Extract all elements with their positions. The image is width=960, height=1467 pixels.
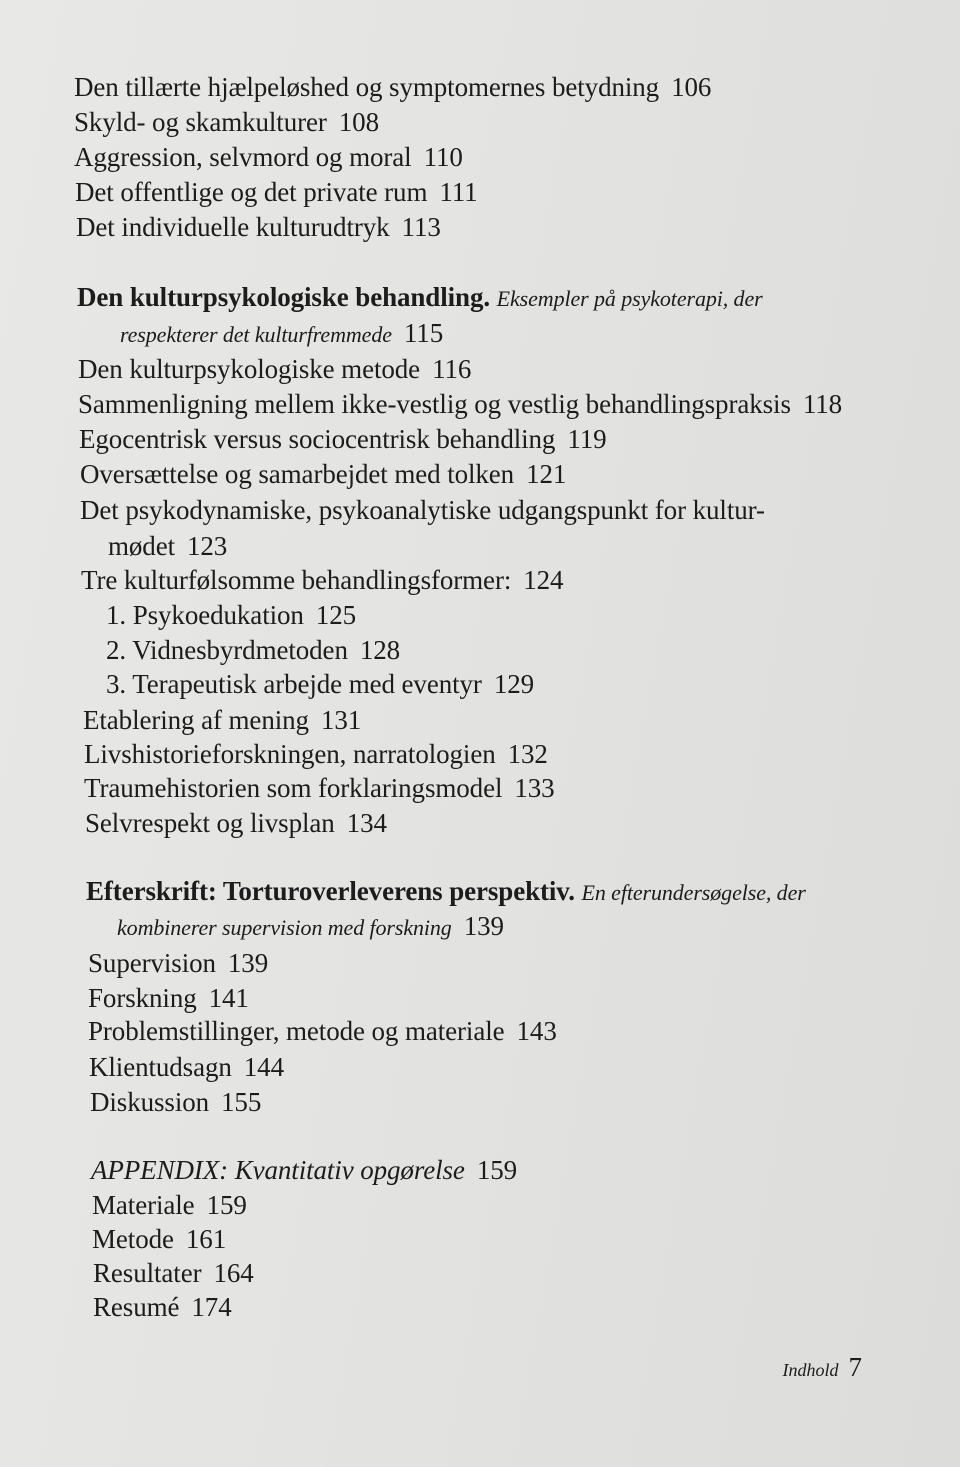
toc-entry-page: 108: [338, 107, 379, 137]
toc-entry-title: 3. Terapeutisk arbejde med eventyr: [106, 669, 482, 699]
toc-entry-title: Supervision: [88, 948, 216, 978]
toc-entry-page: 139: [463, 911, 504, 941]
toc-entry-page: 174: [191, 1292, 232, 1322]
toc-entry: [88, 946, 268, 980]
toc-entry: [92, 1188, 247, 1222]
toc-entry-title: Livshistorieforskningen, narratologien: [84, 739, 496, 769]
toc-entry-title: 2. Vidnesbyrdmetoden: [106, 635, 348, 665]
toc-entry: [78, 352, 471, 386]
toc-entry-page: 121: [526, 459, 567, 489]
toc-entry-title: Selvrespekt og livsplan: [85, 808, 335, 838]
toc-entry-page: 159: [206, 1190, 247, 1220]
toc-entry-title: Forskning: [88, 983, 197, 1013]
toc-subentry: [106, 667, 534, 701]
toc-entry-title: Problemstillinger, metode og materiale: [88, 1016, 505, 1046]
toc-entry: [90, 1085, 261, 1119]
toc-entry-page: 124: [523, 565, 564, 595]
toc-entry-title: Resultater: [93, 1258, 202, 1288]
chapter-heading: [86, 874, 806, 910]
toc-entry-page: 144: [243, 1052, 284, 1082]
toc-entry: [74, 140, 463, 174]
toc-entry: [80, 493, 765, 527]
toc-entry-title: mødet: [108, 531, 175, 561]
toc-entry-page: 129: [493, 669, 535, 699]
toc-entry-title: Resumé: [93, 1292, 180, 1322]
toc-entry: [88, 981, 249, 1015]
toc-entry-title: Den tillærte hjælpeløshed og symptomernes betydning: [74, 72, 660, 102]
page-footer: [783, 1352, 863, 1383]
toc-entry-title: Det psykodynamiske, psykoanalytiske udgangspunkt for kultur-: [80, 495, 765, 525]
toc-entry-title: Etablering af mening: [83, 705, 309, 735]
toc-entry-title: Det offentlige og det private rum: [75, 177, 428, 207]
toc-entry: [83, 703, 361, 737]
toc-entry-page: 131: [320, 705, 362, 735]
toc-entry-page: 141: [208, 983, 249, 1013]
toc-entry-title: Metode: [92, 1224, 174, 1254]
toc-subentry: [106, 633, 400, 667]
chapter-subtitle: Eksempler på psykoterapi, der: [496, 286, 763, 311]
toc-entry-page: 139: [227, 948, 269, 978]
toc-entry: [84, 771, 555, 805]
chapter-subtitle: En efterundersøgelse, der: [581, 880, 806, 905]
chapter-title: Efterskrift: Torturoverleverens perspektiv.: [86, 876, 575, 906]
toc-entry: [75, 175, 478, 209]
toc-entry: [79, 422, 607, 456]
toc-entry-page: 134: [346, 808, 387, 838]
toc-entry-title: Aggression, selvmord og moral: [74, 142, 412, 172]
toc-entry-page: 119: [567, 424, 607, 454]
toc-entry-title: Skyld- og skamkulturer: [74, 107, 327, 137]
appendix-title: APPENDIX: Kvantitativ opgørelse: [91, 1155, 465, 1185]
toc-entry: [84, 737, 548, 771]
chapter-heading: [77, 280, 763, 316]
toc-entry-page: 116: [432, 354, 472, 384]
page-number: 7: [848, 1352, 862, 1382]
toc-entry: [89, 1050, 284, 1084]
toc-entry-title: Sammenligning mellem ikke-vestlig og vestlig behandlingspraksis: [78, 389, 791, 419]
toc-entry-page: 125: [315, 600, 356, 630]
toc-entry-page: 128: [359, 635, 401, 665]
toc-entry: [80, 457, 566, 491]
toc-entry-page: 115: [403, 318, 444, 348]
toc-entry-title: Den kulturpsykologiske metode: [78, 354, 421, 384]
toc-entry: [81, 563, 563, 597]
toc-entry: [93, 1256, 254, 1290]
toc-entry-page: 143: [516, 1016, 557, 1046]
chapter-subtitle: kombinerer supervision med forskning: [117, 915, 452, 940]
toc-entry-page: 118: [802, 389, 843, 419]
toc-entry-page: 159: [476, 1155, 518, 1185]
toc-entry-page: 133: [514, 773, 555, 803]
toc-entry: [88, 1014, 557, 1048]
toc-entry-title: Materiale: [92, 1190, 195, 1220]
appendix-heading: [91, 1153, 517, 1187]
toc-entry-page: 132: [507, 739, 548, 769]
toc-entry-page: 110: [423, 142, 463, 172]
chapter-heading-continued: [120, 316, 443, 352]
toc-entry-page: 106: [671, 72, 712, 102]
chapter-subtitle: respekterer det kulturfremmede: [120, 322, 392, 347]
toc-entry: [85, 806, 387, 840]
toc-entry-title: Tre kulturfølsomme behandlingsformer:: [81, 565, 512, 595]
toc-entry-page: 164: [213, 1258, 254, 1288]
toc-entry: [92, 1222, 226, 1256]
chapter-title: Den kulturpsykologiske behandling.: [77, 282, 490, 312]
toc-entry-title: Klientudsagn: [89, 1052, 232, 1082]
toc-entry: [78, 387, 842, 421]
toc-entry-continued: [108, 529, 227, 563]
toc-entry-title: Egocentrisk versus sociocentrisk behandling: [79, 424, 556, 454]
running-footer-label: Indhold: [782, 1360, 839, 1380]
toc-entry-page: 161: [185, 1224, 227, 1254]
toc-entry-page: 155: [221, 1087, 262, 1117]
toc-entry: [74, 70, 711, 104]
toc-entry-title: Traumehistorien som forklaringsmodel: [84, 773, 503, 803]
toc-entry: [74, 105, 379, 139]
toc-entry-title: 1. Psykoedukation: [106, 600, 304, 630]
toc-subentry: [106, 598, 356, 632]
toc-entry-title: Oversættelse og samarbejdet med tolken: [80, 459, 515, 489]
toc-entry: [93, 1290, 232, 1324]
toc-entry: [76, 210, 441, 244]
chapter-heading-continued: [117, 909, 504, 945]
toc-entry-page: 113: [401, 212, 441, 242]
toc-entry-page: 123: [187, 531, 228, 561]
toc-entry-title: Det individuelle kulturudtryk: [76, 212, 390, 242]
toc-entry-title: Diskussion: [90, 1087, 210, 1117]
toc-entry-page: 111: [439, 177, 478, 207]
